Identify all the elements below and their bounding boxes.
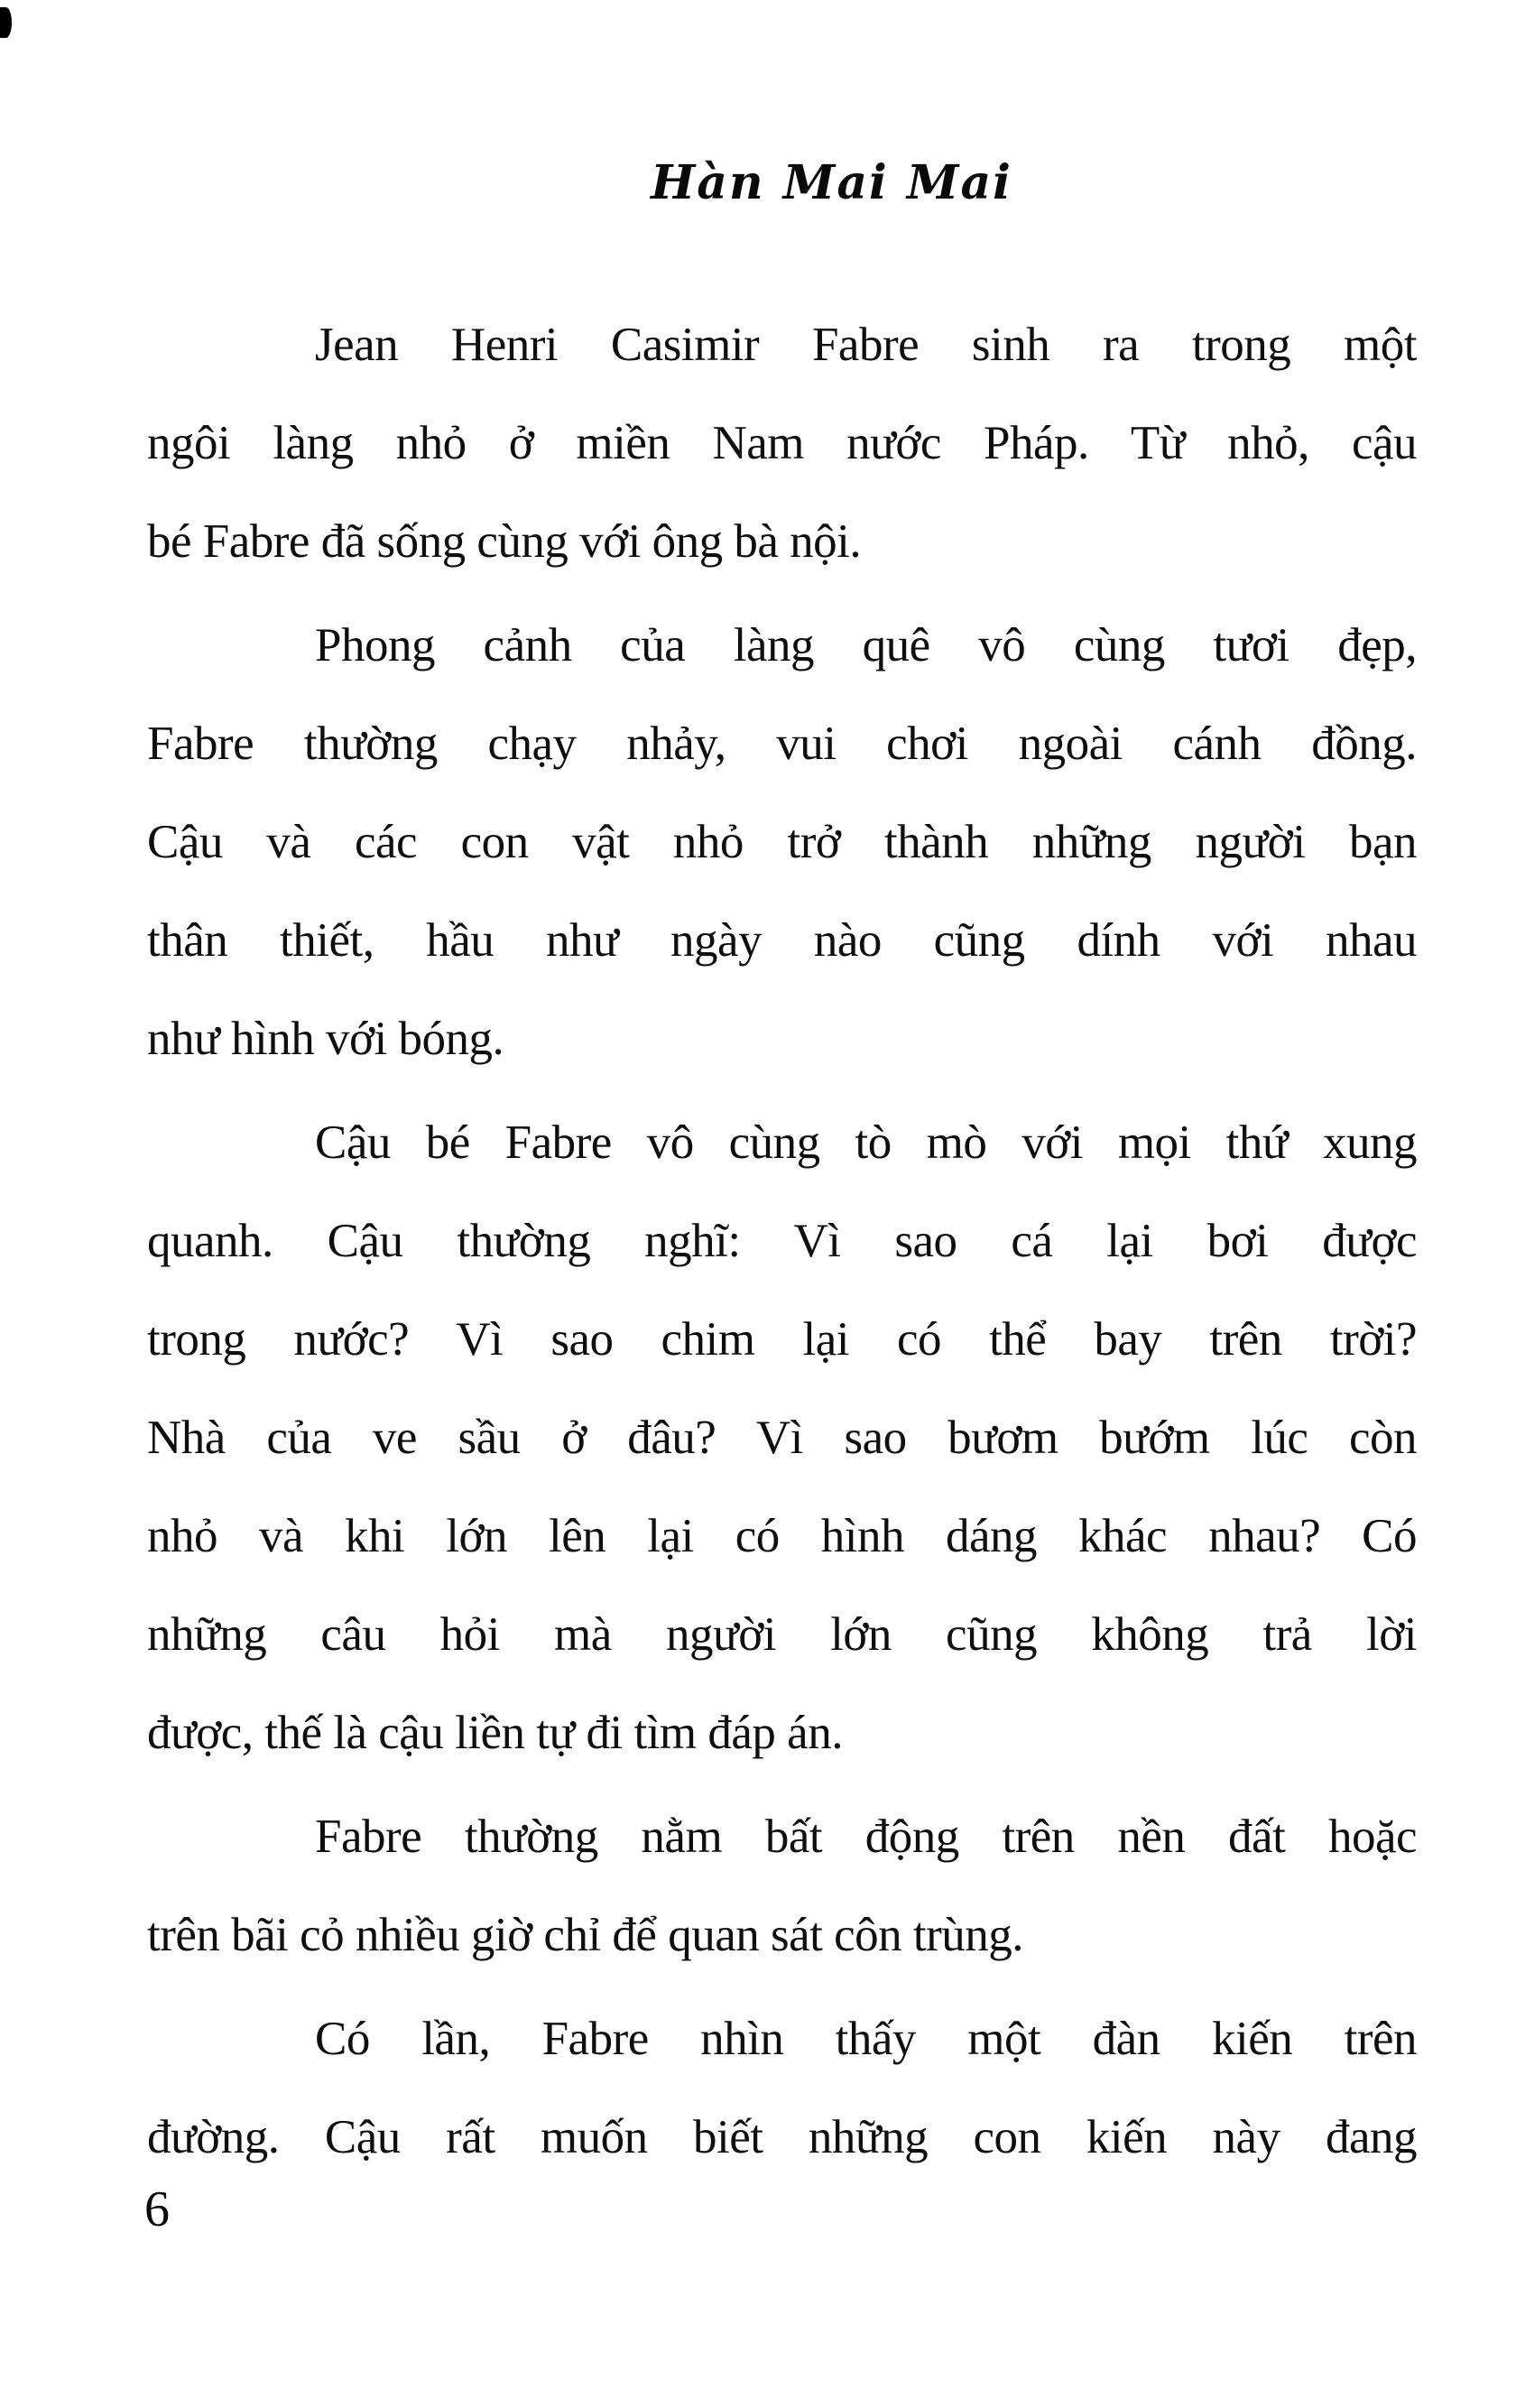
text-line: Phong cảnh của làng quê vô cùng tươi đẹp, bbox=[315, 619, 1417, 671]
text-line: như hình với bóng. bbox=[147, 1013, 504, 1065]
page-number: 6 bbox=[144, 2181, 170, 2237]
text-line: quanh. Cậu thường nghĩ: Vì sao cá lại bơi được bbox=[147, 1215, 1417, 1267]
scan-artifact-mark bbox=[0, 7, 12, 38]
text-line: nhỏ và khi lớn lên lại có hình dáng khác nhau? Có bbox=[147, 1510, 1417, 1562]
text-line: Có lần, Fabre nhìn thấy một đàn kiến trên bbox=[315, 2013, 1417, 2065]
text-line: những câu hỏi mà người lớn cũng không trả lời bbox=[147, 1608, 1417, 1661]
text-line: trong nước? Vì sao chim lại có thể bay trên trời? bbox=[147, 1313, 1417, 1366]
text-line: bé Fabre đã sống cùng với ông bà nội. bbox=[147, 515, 862, 568]
author-header: Hàn Mai Mai bbox=[651, 155, 1012, 210]
page-body bbox=[147, 296, 1417, 2192]
paragraph bbox=[147, 1094, 1417, 1783]
text-line: thân thiết, hầu như ngày nào cũng dính với nhau bbox=[147, 914, 1417, 967]
text-line: Nhà của ve sầu ở đâu? Vì sao bươm bướm lúc còn bbox=[147, 1412, 1417, 1464]
text-line: ngôi làng nhỏ ở miền Nam nước Pháp. Từ nhỏ, cậu bbox=[147, 417, 1417, 469]
paragraph bbox=[147, 296, 1417, 591]
text-line: được, thế là cậu liền tự đi tìm đáp án. bbox=[147, 1707, 843, 1759]
text-line: Fabre thường chạy nhảy, vui chơi ngoài cánh đồng. bbox=[147, 718, 1417, 770]
paragraph bbox=[147, 1990, 1417, 2187]
paragraph bbox=[147, 597, 1417, 1088]
text-line: đường. Cậu rất muốn biết những con kiến này đang bbox=[147, 2111, 1417, 2163]
text-line: Cậu và các con vật nhỏ trở thành những người bạn bbox=[147, 816, 1417, 868]
text-line: Fabre thường nằm bất động trên nền đất hoặc bbox=[315, 1811, 1417, 1863]
text-line: Cậu bé Fabre vô cùng tò mò với mọi thứ xung bbox=[315, 1116, 1417, 1169]
text-line: Jean Henri Casimir Fabre sinh ra trong một bbox=[315, 319, 1417, 371]
text-line: trên bãi cỏ nhiều giờ chỉ để quan sát côn trùng. bbox=[147, 1909, 1023, 1961]
paragraph bbox=[147, 1788, 1417, 1985]
